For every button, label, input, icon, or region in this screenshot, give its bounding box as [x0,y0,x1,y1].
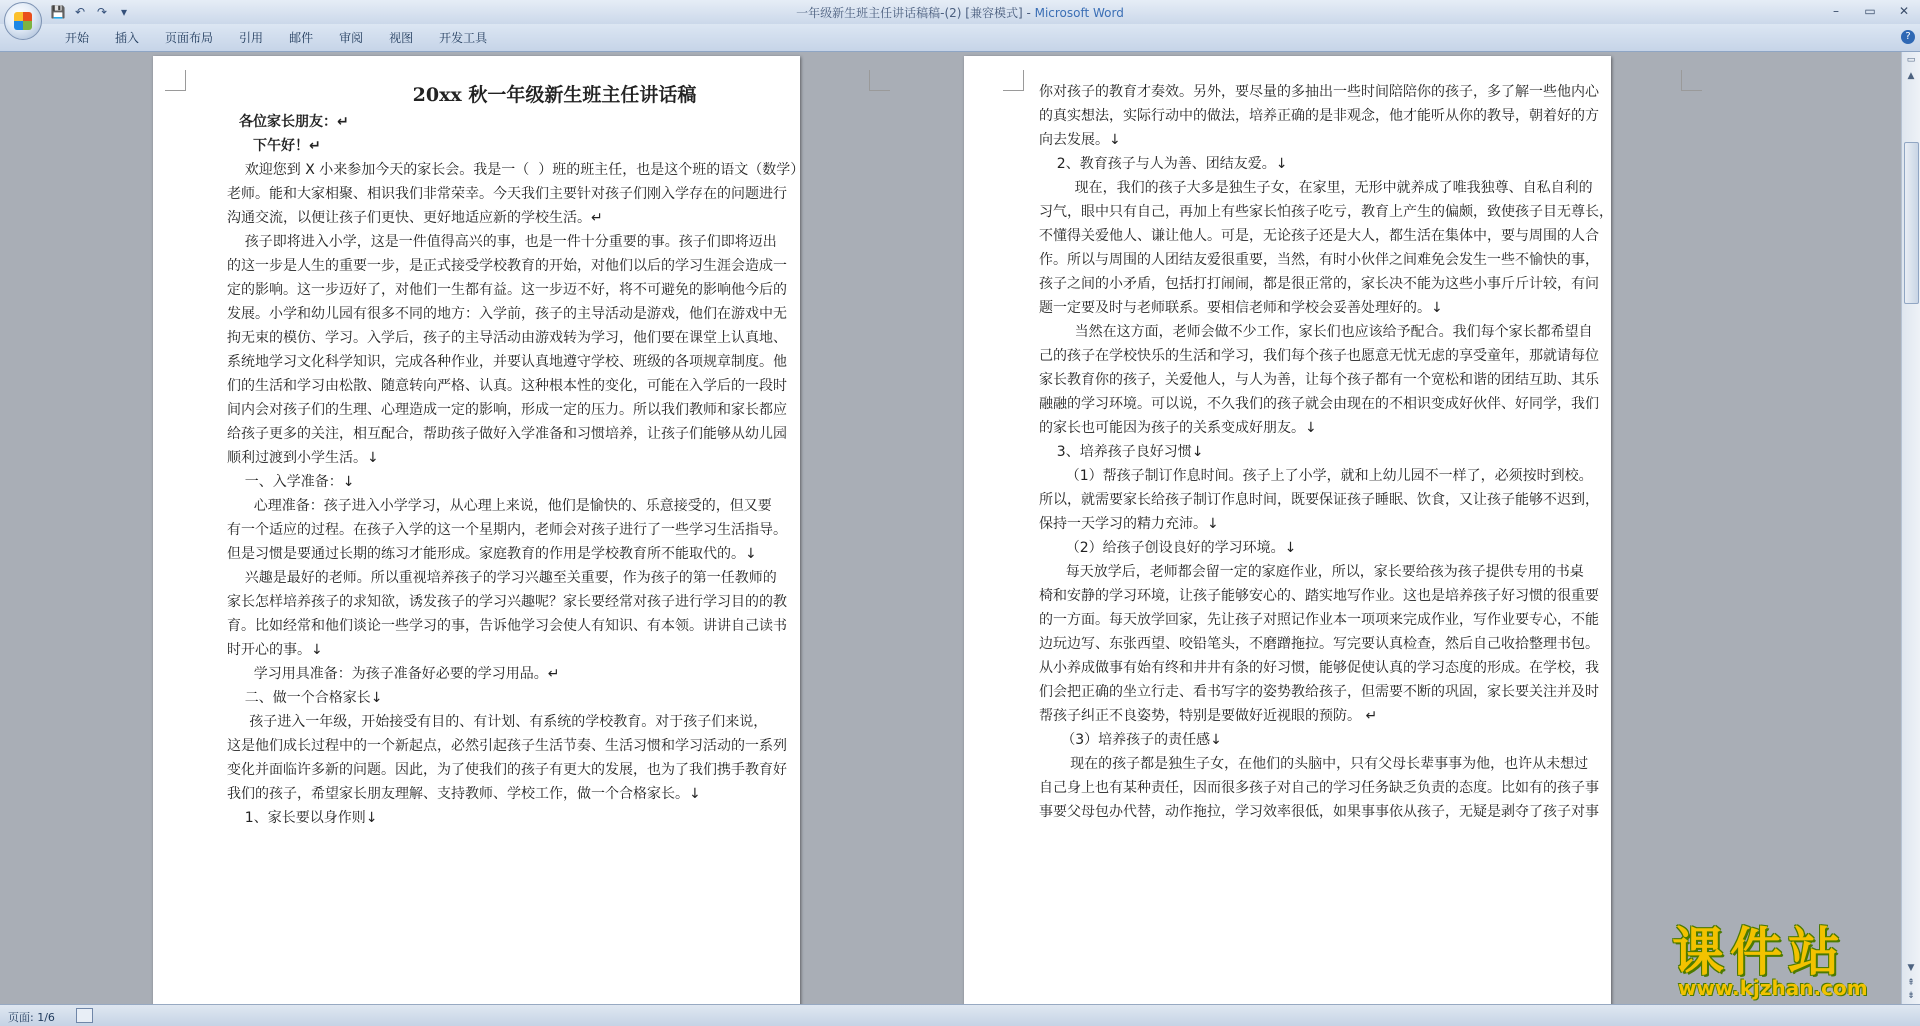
document-line: 向去发展。↓ [1039,132,1121,148]
document-line: 孩子即将进入小学，这是一件值得高兴的事，也是一件十分重要的事。孩子们即将迈出 [227,234,777,250]
document-line: 的家长也可能因为孩子的关系变成好朋友。↓ [1039,420,1317,436]
document-line: 沟通交流，以便让孩子们更快、更好地适应新的学校生活。↵ [227,210,603,226]
document-line: 定的影响。这一步迈好了，对他们一生都有益。这一步迈不好，将不可避免的影响他今后的 [227,282,787,298]
prev-page-icon[interactable]: ⇞ [1907,978,1915,988]
document-line: 变化并面临许多新的问题。因此，为了使我们的孩子有更大的发展，也为了我们携手教育好 [227,762,787,778]
document-line: 的这一步是人生的重要一步，是正式接受学校教育的开始，对他们以后的学习生涯会造成一 [227,258,787,274]
document-line: 己的孩子在学校快乐的生活和学习，我们每个孩子也愿意无忧无虑的享受童年，那就请每位 [1039,348,1599,364]
document-line: 拘无束的模仿、学习。入学后，孩子的主导活动由游戏转为学习，他们要在课堂上认真地、 [227,330,787,346]
document-line: 们会把正确的坐立行走、看书写字的姿势教给孩子，但需要不断的巩固，家长要关注并及时 [1039,684,1599,700]
document-line: 你对孩子的教育才奏效。另外，要尽量的多抽出一些时间陪陪你的孩子，多了解一些他内心 [1039,84,1599,100]
window-controls [1826,2,1914,20]
document-line: 事要父母包办代替，动作拖拉，学习效率很低，如果事事依从孩子，无疑是剥夺了孩子对事 [1039,804,1599,820]
document-line: 欢迎您到 X 小来参加今天的家长会。我是一（ ）班的班主任，也是这个班的语文（数学） [227,162,805,178]
document-line: 2、教育孩子与人为善、团结友爱。↓ [1039,156,1288,172]
document-line: 家长怎样培养孩子的求知欲，诱发孩子的学习兴趣呢？家长要经常对孩子进行学习目的的教 [227,594,787,610]
document-line: 一、入学准备：↓ [227,474,355,490]
document-name: 一年级新生班主任讲话稿稿-(2) [兼容模式] - [796,6,1035,20]
document-line: 现在的孩子都是独生子女，在他们的头脑中，只有父母长辈事事为他，也许从未想过 [1039,756,1589,772]
watermark-text: 课件站 [1672,923,1847,983]
document-line: 3、培养孩子良好习惯↓ [1039,444,1204,460]
scroll-down-icon[interactable]: ▼ [1907,963,1915,973]
document-line: （1）帮孩子制订作息时间。孩子上了小学，就和上幼儿园不一样了，必须按时到校。 [1039,468,1593,484]
document-line: 二、做一个合格家长↓ [227,690,383,706]
document-line: 兴趣是最好的老师。所以重视培养孩子的学习兴趣至关重要，作为孩子的第一任教师的 [227,570,777,586]
minimize-button[interactable]: – [1833,4,1839,18]
document-line: 当然在这方面，老师会做不少工作，家长们也应该给予配合。我们每个家长都希望自 [1039,324,1593,340]
document-line: 从小养成做事有始有终和井井有条的好习惯，能够促使认真的学习态度的形成。在学校，我 [1039,660,1599,676]
document-line: 下午好！↵ [253,138,321,154]
document-area [0,52,1902,1004]
tab-insert[interactable]: 插入 [115,31,140,45]
document-line: 们的生活和学习由松散、随意转向严格、认真。这种根本性的变化，可能在入学后的一段时 [227,378,787,394]
office-button[interactable] [4,2,42,40]
document-line: 学习用具准备：为孩子准备好必要的学习用品。↵ [227,666,560,682]
document-line: 不懂得关爱他人、谦让他人。可是，无论孩子还是大人，都生活在集体中，要与周围的人合 [1039,228,1599,244]
watermark-url: www.kjzhan.com [1678,976,1868,1000]
page-2[interactable] [964,56,1611,1004]
maximize-button[interactable]: ▭ [1864,4,1876,18]
tab-mailings[interactable]: 邮件 [289,31,314,45]
tab-page-layout[interactable]: 页面布局 [165,31,214,45]
document-line: 给孩子更多的关注，相互配合，帮助孩子做好入学准备和习惯培养，让孩子们能够从幼儿园 [227,426,787,442]
document-line: 的真实想法，实际行动中的做法，培养正确的是非观念，他才能听从你的教导，朝着好的方 [1039,108,1599,124]
crop-mark [1003,70,1024,91]
scroll-up-icon[interactable]: ▲ [1907,71,1915,81]
page-2-content[interactable] [1039,80,1691,824]
document-line: 题一定要及时与老师联系。要相信老师和学校会妥善处理好的。↓ [1039,300,1443,316]
document-line: 但是习惯是要通过长期的练习才能形成。家庭教育的作用是学校教育所不能取代的。↓ [227,546,757,562]
tab-home[interactable]: 开始 [65,31,90,45]
app-name: Microsoft Word [1034,6,1124,20]
help-icon[interactable]: ? [1901,30,1915,44]
office-logo-icon [14,12,32,30]
page-1[interactable] [153,56,805,1004]
document-line: 的一方面。每天放学回家，先让孩子对照记作业本一项项来完成作业，写作业要专心，不能 [1039,612,1599,628]
document-line: （3）培养孩子的责任感↓ [1039,732,1222,748]
close-button[interactable]: ✕ [1898,4,1910,18]
redo-icon[interactable]: ↷ [96,5,108,19]
next-page-icon[interactable]: ⇟ [1907,991,1915,1001]
vertical-scrollbar[interactable] [1901,52,1920,1004]
proofing-icon[interactable] [76,1008,93,1023]
window-title [0,4,1920,21]
document-line: 作。所以与周围的人团结友爱很重要，当然，有时小伙伴之间难免会发生一些不愉快的事， [1039,252,1599,268]
document-line: 保持一天学习的精力充沛。↓ [1039,516,1219,532]
document-title: 20xx 秋一年级新生班主任讲话稿 [412,84,697,106]
document-line: 1、家长要以身作则↓ [227,810,378,826]
customize-qat-icon[interactable]: ▾ [120,5,128,19]
watermark [1672,923,1904,1000]
document-line: 间内会对孩子们的生理、心理造成一定的影响，形成一定的压力。所以我们教师和家长都应 [227,402,787,418]
document-line: 系统地学习文化科学知识，完成各种作业，并要认真地遵守学校、班级的各项规章制度。他 [227,354,787,370]
document-line: 椅和安静的学习环境，让孩子能够安心的、踏实地写作业。这也是培养孩子好习惯的很重要 [1039,588,1599,604]
ruler-toggle-icon[interactable]: ▭ [1906,55,1916,65]
document-line: 孩子之间的小矛盾，包括打打闹闹，都是很正常的，家长决不能为这些小事斤斤计较，有问 [1039,276,1599,292]
document-line: 每天放学后，老师都会留一定的家庭作业，所以，家长要给孩为孩子提供专用的书桌 [1039,564,1584,580]
document-line: 育。比如经常和他们谈论一些学习的事，告诉他学习会使人有知识、有本领。讲讲自己读书 [227,618,787,634]
document-line: 我们的孩子，希望家长朋友理解、支持教师、学校工作，做一个合格家长。↓ [227,786,701,802]
document-line: 边玩边写、东张西望、咬铅笔头，不磨蹭拖拉。写完要认真检查，然后自己收拾整理书包。 [1039,636,1599,652]
document-line: 帮孩子纠正不良姿势，特别是要做好近视眼的预防。 ↵ [1039,708,1378,724]
tab-review[interactable]: 审阅 [339,31,364,45]
document-line: 家长教育你的孩子，关爱他人，与人为善，让每个孩子都有一个宽松和谐的团结互助、其乐 [1039,372,1599,388]
ribbon-tabs [52,30,500,46]
document-line: 心理准备：孩子进入小学学习，从心理上来说，他们是愉快的、乐意接受的，但又要 [227,498,772,514]
crop-mark [165,70,186,91]
document-line: 孩子进入一年级，开始接受有目的、有计划、有系统的学校教育。对于孩子们来说， [227,714,768,730]
document-line: 所以，就需要家长给孩子制订作息时间，既要保证孩子睡眠、饮食，又让孩子能够不迟到， [1039,492,1599,508]
document-line: 各位家长朋友：↵ [239,114,349,130]
status-bar [0,1004,1920,1026]
page-count-status[interactable]: 页面: 1/6 [8,1011,55,1024]
document-line: 自己身上也有某种责任，因而很多孩子对自己的学习任务缺乏负责的态度。比如有的孩子事 [1039,780,1599,796]
document-line: 有一个适应的过程。在孩子入学的这一个星期内，老师会对孩子进行了一些学习生活指导。 [227,522,787,538]
document-line: （2）给孩子创设良好的学习环境。↓ [1039,540,1297,556]
title-bar [0,0,1920,24]
ribbon [0,24,1920,52]
undo-icon[interactable]: ↶ [74,5,86,19]
scroll-thumb[interactable] [1904,142,1919,304]
document-line: 顺利过渡到小学生活。↓ [227,450,379,466]
document-line: 这是他们成长过程中的一个新起点，必然引起孩子生活节奏、生活习惯和学习活动的一系列 [227,738,787,754]
document-line: 现在，我们的孩子大多是独生子女，在家里，无形中就养成了唯我独尊、自私自利的 [1039,180,1593,196]
document-line: 习气，眼中只有自己，再加上有些家长怕孩子吃亏，教育上产生的偏颇，致使孩子目无尊长， [1039,204,1613,220]
document-line: 时开心的事。↓ [227,642,323,658]
document-line: 发展。小学和幼儿园有很多不同的地方：入学前，孩子的主导活动是游戏，他们在游戏中无 [227,306,787,322]
document-line: 老师。能和大家相聚、相识我们非常荣幸。今天我们主要针对孩子们刚入学存在的问题进行 [227,186,787,202]
tab-references[interactable]: 引用 [239,31,264,45]
save-icon[interactable]: 💾 [50,5,66,19]
tab-developer[interactable]: 开发工具 [439,31,488,45]
page-1-content[interactable] [227,80,882,830]
tab-view[interactable]: 视图 [389,31,414,45]
document-line: 融融的学习环境。可以说，不久我们的孩子就会由现在的不相识变成好伙伴、好同学，我们 [1039,396,1599,412]
